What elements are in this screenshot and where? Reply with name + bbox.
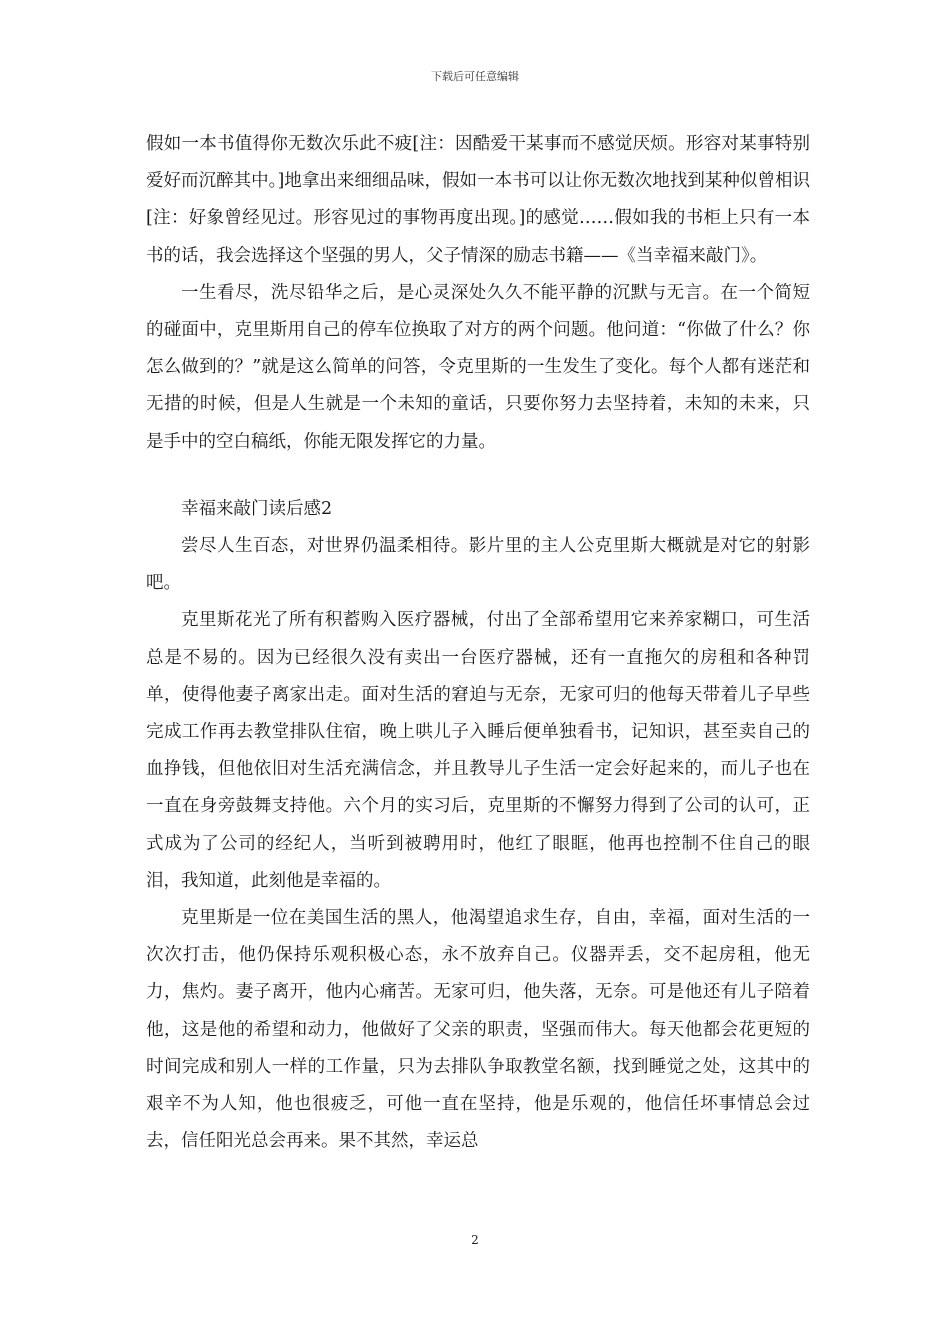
page-number: 2 [471,1233,479,1247]
paragraph-character: 克里斯是一位在美国生活的黑人，他渴望追求生存，自由，幸福，面对生活的一次次打击，他仍保持乐观积极心态，永不放弃自己。仪器弄丢，交不起房租，他无力，焦灼。妻子离开，他内心痛苦。无家可归，他失落，无奈。可是他还有儿子陪着他，这是他的希望和动力，他做好了父亲的职责，坚强而伟大。每天他都会花更短的时间完成和别人一样的工作量，只为去排队争取教堂名额，找到睡觉之处，这其中的艰辛不为人知，他也很疲乏，可他一直在坚持，他是乐观的，他信任坏事情总会过去，信任阳光总会再来。果不其然，幸运总 [146,908,810,1152]
section-gap [146,461,810,491]
paragraph-reflection: 一生看尽，洗尽铅华之后，是心灵深处久久不能平静的沉默与无言。在一个简短的碰面中，克里斯用自己的停车位换取了对方的两个问题。他问道：“你做了什么？你怎么做到的？”就是这么简单的问答，令克里斯的一生发生了变化。每个人都有迷茫和无措的时候，但是人生就是一个未知的童话，只要你努力去坚持着，未知的未来，只是手中的空白稿纸，你能无限发挥它的力量。 [146,282,810,452]
document-body [146,126,810,1160]
section-title: 幸福来敲门读后感2 [181,498,333,519]
paragraph-book-intro: 假如一本书值得你无数次乐此不疲[注：因酷爱干某事而不感觉厌烦。形容对某事特别爱好而沉醉其中。]地拿出来细细品味，假如一本书可以让你无数次地找到某种似曾相识[注：好象曾经见过。形容见过的事物再度出现。]的感觉……假如我的书柜上只有一本书的话，我会选择这个坚强的男人，父子情深的励志书籍——《当幸福来敲门》。 [146,134,810,266]
paragraph-opening: 尝尽人生百态，对世界仍温柔相待。影片里的主人公克里斯大概就是对它的射影吧。 [146,536,810,594]
page-header: 下载后可任意编辑 [431,70,519,83]
paragraph-story: 克里斯花光了所有积蓄购入医疗器械，付出了全部希望用它来养家糊口，可生活总是不易的。因为已经很久没有卖出一台医疗器械，还有一直拖欠的房租和各种罚单，使得他妻子离家出走。面对生活的窘迫与无奈，无家可归的他每天带着儿子早些完成工作再去教堂排队住宿，晚上哄儿子入睡后便单独看书，记知识，甚至卖自己的血挣钱，但他依旧对生活充满信念，并且教导儿子生活一定会好起来的，而儿子也在一直在身旁鼓舞支持他。六个月的实习后，克里斯的不懈努力得到了公司的认可，正式成为了公司的经纪人，当听到被聘用时，他红了眼眶，他再也控制不住自己的眼泪，我知道，此刻他是幸福的。 [146,610,810,891]
